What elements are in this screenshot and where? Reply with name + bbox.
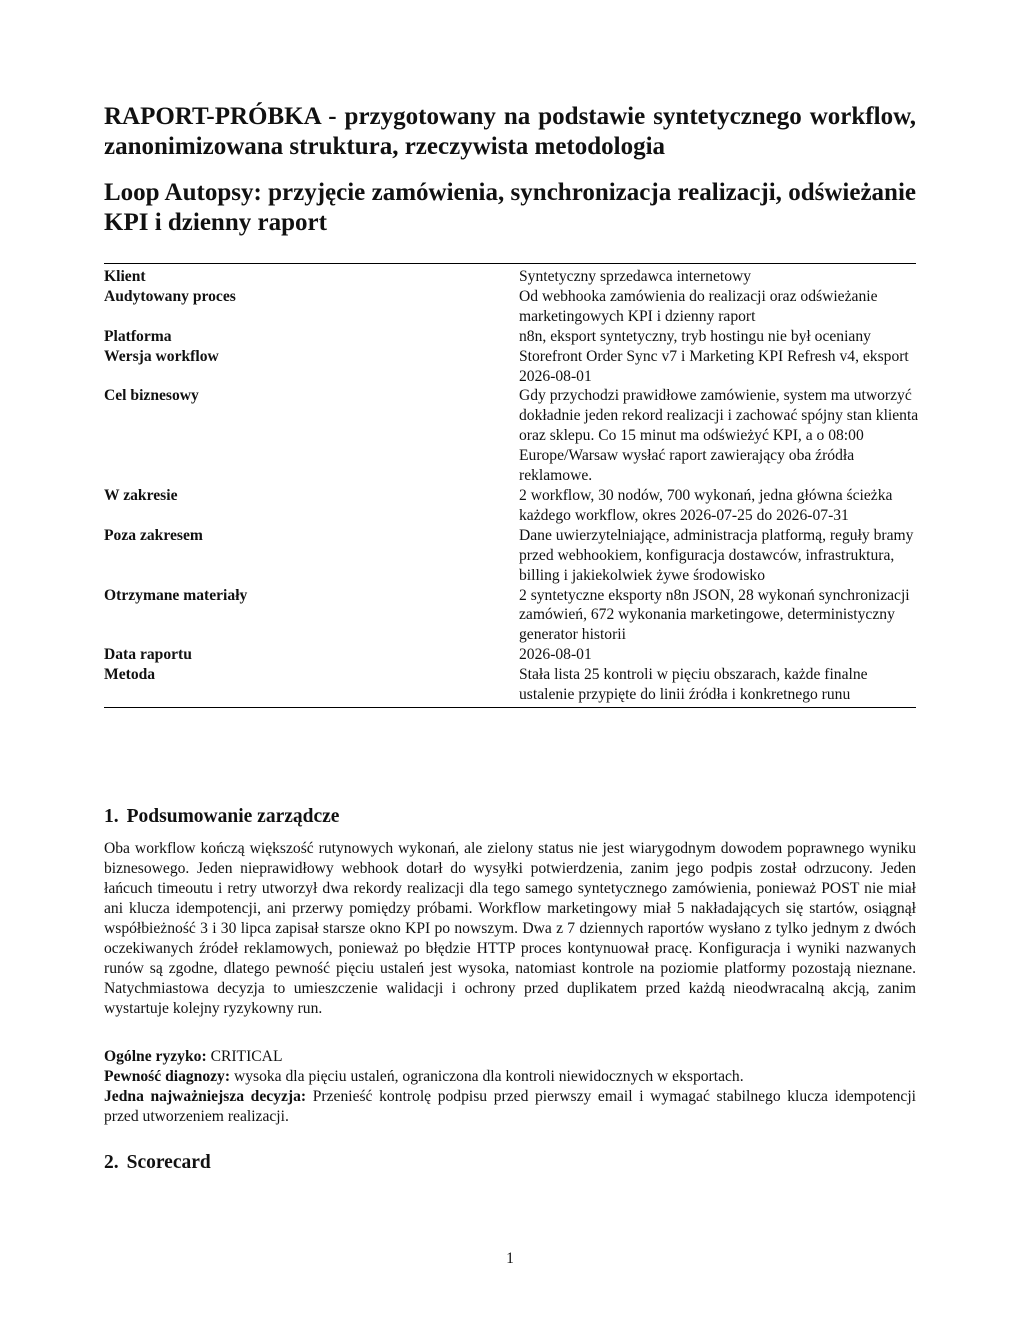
metadata-key: Audytowany proces <box>104 287 236 305</box>
metadata-key: Metoda <box>104 666 156 684</box>
metadata-value: Syntetyczny sprzedawca internetowy <box>519 268 752 285</box>
section-title: Podsumowanie zarządcze <box>126 806 340 827</box>
decision-line <box>104 1087 916 1127</box>
summary-paragraph: Oba workflow kończą większość rutynowych wykonań, ale zielony status nie jest wiarygodnym dowodem poprawnego wyniku biznesowego. Jeden nieprawidłowy webhook dotarł do wysyłki potwierdzenia, zanim jego podpis został odrzucony. Jeden łańcuch timeoutu i retry utworzył dwa rekordy realizacji dla tego samego syntetycznego zamówienia, ponieważ POST nie miał ani klucza idempotencji, ani przerwy pomiędzy próbami. Workflow marketingowy miał 5 nakładających się startów, osiągnął współbieżność 3 i 30 lipca zapisał starsze okno KPI po nowszym. Dwa z 7 dziennych raportów wysłano z tylko jednym z dwóch oczekiwanych źródeł reklamowych, ponieważ po błędzie HTTP proces kontynuował pracę. Konfiguracja i wyniki nazwanych runów są zgodne, dlatego pewność pięciu ustaleń jest wysoka, natomiast kontrole na poziomie platformy pozostają nieznane. Natychmiastowa decyzja to umieszczenie walidacji i ochrony przed duplikatem przed każdą nieodwracalną akcją, zanim wystartuje kolejny ryzykowny run. <box>104 840 916 1017</box>
metadata-key: Platforma <box>104 327 172 345</box>
metadata-key: W zakresie <box>104 486 178 504</box>
metadata-row <box>104 386 919 486</box>
metadata-value: 2026-08-01 <box>519 646 592 664</box>
metadata-row <box>104 645 916 665</box>
section-heading-summary <box>104 805 339 829</box>
metadata-key: Poza zakresem <box>104 526 203 544</box>
metadata-value: Gdy przychodzi prawidłowe zamówienie, system ma utworzyć dokładnie jeden rekord realizacji i zachować spójny stan klienta oraz sklepu. Co 15 minut ma odświeżyć KPI, a o 08:00 Europe/Warsaw wysłać raport zawierający oba źródła reklamowe. <box>519 387 919 485</box>
decision-value: Przenieść kontrolę podpisu przed pierwszy email i wymagać stabilnego klucza idempotencji przed utworzeniem realizacji. <box>104 1088 916 1125</box>
page-number: 1 <box>506 1250 514 1267</box>
metadata-row <box>104 347 916 387</box>
metadata-value: 2 syntetyczne eksporty n8n JSON, 28 wykonań synchronizacji zamówień, 672 wykonania marketingowe, deterministyczny generator historii <box>519 586 910 644</box>
metadata-row <box>104 327 916 347</box>
metadata-row <box>104 586 916 646</box>
document-title: RAPORT-PRÓBKA - przygotowany na podstawie syntetycznego workflow, zanonimizowana struktura, rzeczywista metodologia <box>104 103 916 160</box>
confidence-label: Pewność diagnozy: <box>104 1068 231 1085</box>
metadata-table <box>104 263 919 708</box>
metadata-key: Data raportu <box>104 646 192 664</box>
section-heading-scorecard <box>104 1151 211 1175</box>
decision-label: Jedna najważniejsza decyzja: <box>104 1088 307 1105</box>
confidence-line <box>104 1067 916 1087</box>
section-number: 2. <box>104 1152 119 1173</box>
section-title: Scorecard <box>126 1152 211 1173</box>
document-subtitle: Loop Autopsy: przyjęcie zamówienia, synchronizacja realizacji, odświeżanie KPI i dzienny raport <box>104 179 916 236</box>
metadata-value: Stała lista 25 kontroli w pięciu obszarach, każde finalne ustalenie przypięte do linii źródła i konkretnego runu <box>519 666 868 704</box>
metadata-value: Dane uwierzytelniające, administracja platformą, reguły bramy przed webhookiem, konfiguracja dostawców, infrastruktura, billing i jakiekolwiek żywe środowisko <box>519 526 914 584</box>
risk-label: Ogólne ryzyko: <box>104 1048 207 1065</box>
metadata-row <box>104 287 916 327</box>
section-number: 1. <box>104 806 119 827</box>
risk-value: CRITICAL <box>210 1048 283 1065</box>
key-findings <box>104 1047 916 1127</box>
metadata-row <box>104 526 916 586</box>
confidence-value: wysoka dla pięciu ustaleń, ograniczona dla kontroli niewidocznych w eksportach. <box>233 1068 744 1085</box>
metadata-row <box>104 665 916 705</box>
metadata-key: Otrzymane materiały <box>104 586 248 604</box>
risk-line <box>104 1047 916 1067</box>
metadata-key: Cel biznesowy <box>104 387 199 405</box>
metadata-row <box>104 267 916 287</box>
metadata-key: Klient <box>104 268 146 285</box>
metadata-value: n8n, eksport syntetyczny, tryb hostingu nie był oceniany <box>519 327 871 345</box>
metadata-row <box>104 486 916 526</box>
metadata-value: Od webhooka zamówienia do realizacji oraz odświeżanie marketingowych KPI i dzienny raport <box>519 287 878 325</box>
metadata-value: Storefront Order Sync v7 i Marketing KPI Refresh v4, eksport 2026-08-01 <box>519 347 909 385</box>
metadata-value: 2 workflow, 30 nodów, 700 wykonań, jedna główna ścieżka każdego workflow, okres 2026-07-25 do 2026-07-31 <box>519 486 893 524</box>
metadata-key: Wersja workflow <box>104 347 219 365</box>
